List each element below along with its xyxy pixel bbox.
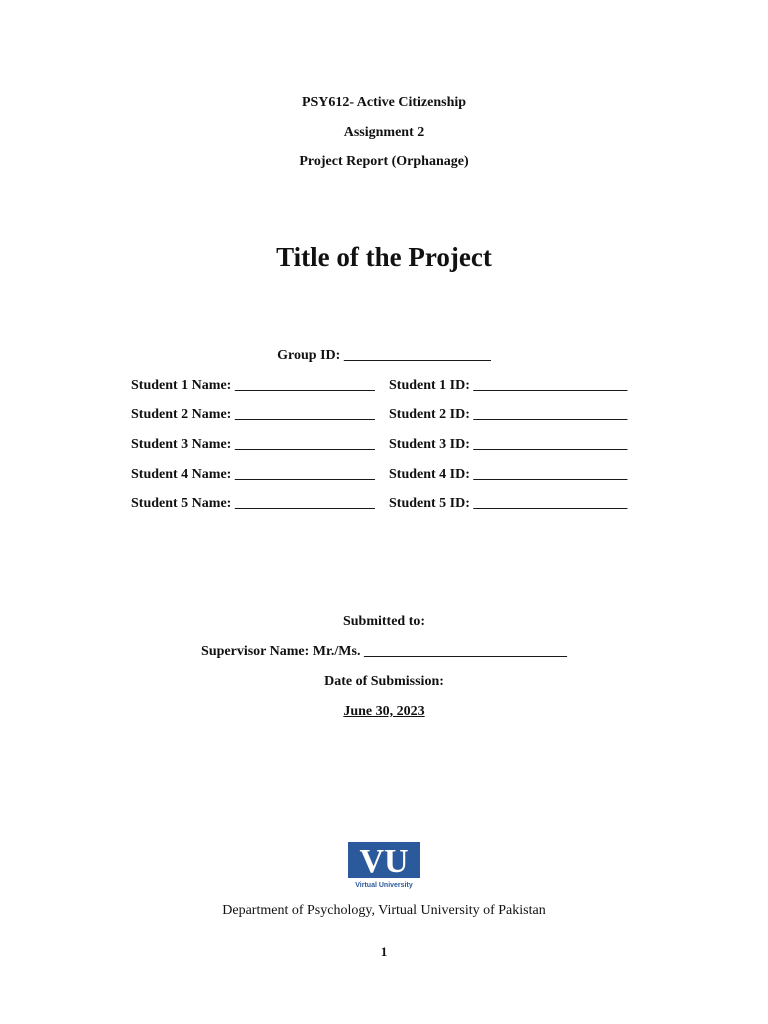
student-name-blank: ____________________ bbox=[234, 378, 375, 393]
student-id-blank: ______________________ bbox=[473, 378, 628, 393]
student-name-label: Student 5 Name: bbox=[131, 496, 232, 511]
group-id-label: Group ID: bbox=[277, 348, 341, 363]
project-title: Title of the Project bbox=[276, 242, 492, 272]
assignment-label: Assignment 2 bbox=[343, 125, 425, 140]
supervisor-label: Supervisor Name: Mr./Ms. bbox=[201, 644, 361, 659]
student-row bbox=[131, 436, 651, 454]
student-id-label: Student 4 ID: bbox=[389, 467, 470, 482]
course-title: PSY612- Active Citizenship bbox=[301, 95, 467, 110]
supervisor-blank: _____________________________ bbox=[363, 644, 567, 659]
student-name-label: Student 3 Name: bbox=[131, 437, 232, 452]
group-id-row bbox=[0, 347, 768, 365]
group-id-blank: _____________________ bbox=[343, 348, 491, 363]
student-name-blank: ____________________ bbox=[234, 407, 375, 422]
logo-caption: Virtual University bbox=[355, 882, 413, 889]
date-of-submission-label: Date of Submission: bbox=[324, 674, 444, 689]
student-id-blank: ______________________ bbox=[473, 407, 628, 422]
supervisor-row bbox=[0, 643, 768, 661]
report-subtitle: Project Report (Orphanage) bbox=[299, 154, 469, 169]
student-name-label: Student 1 Name: bbox=[131, 378, 232, 393]
page-number: 1 bbox=[380, 944, 388, 959]
student-id-label: Student 3 ID: bbox=[389, 437, 470, 452]
student-name-label: Student 2 Name: bbox=[131, 407, 232, 422]
student-row bbox=[131, 495, 651, 513]
student-name-label: Student 4 Name: bbox=[131, 467, 232, 482]
student-id-blank: ______________________ bbox=[473, 437, 628, 452]
student-id-blank: ______________________ bbox=[473, 496, 628, 511]
submitted-to-label: Submitted to: bbox=[342, 614, 426, 629]
logo-mark: VU bbox=[359, 843, 409, 880]
student-name-blank: ____________________ bbox=[234, 437, 375, 452]
student-row bbox=[131, 406, 651, 424]
student-id-label: Student 5 ID: bbox=[389, 496, 470, 511]
student-id-blank: ______________________ bbox=[473, 467, 628, 482]
submission-date: June 30, 2023 bbox=[343, 704, 425, 719]
department-footer: Department of Psychology, Virtual University of Pakistan bbox=[222, 903, 546, 918]
student-id-label: Student 2 ID: bbox=[389, 407, 470, 422]
student-row bbox=[131, 377, 651, 395]
student-name-blank: ____________________ bbox=[234, 496, 375, 511]
student-row bbox=[131, 466, 651, 484]
student-id-label: Student 1 ID: bbox=[389, 378, 470, 393]
date-of-submission-value bbox=[0, 703, 768, 721]
student-name-blank: ____________________ bbox=[234, 467, 375, 482]
virtual-university-logo bbox=[348, 842, 420, 890]
